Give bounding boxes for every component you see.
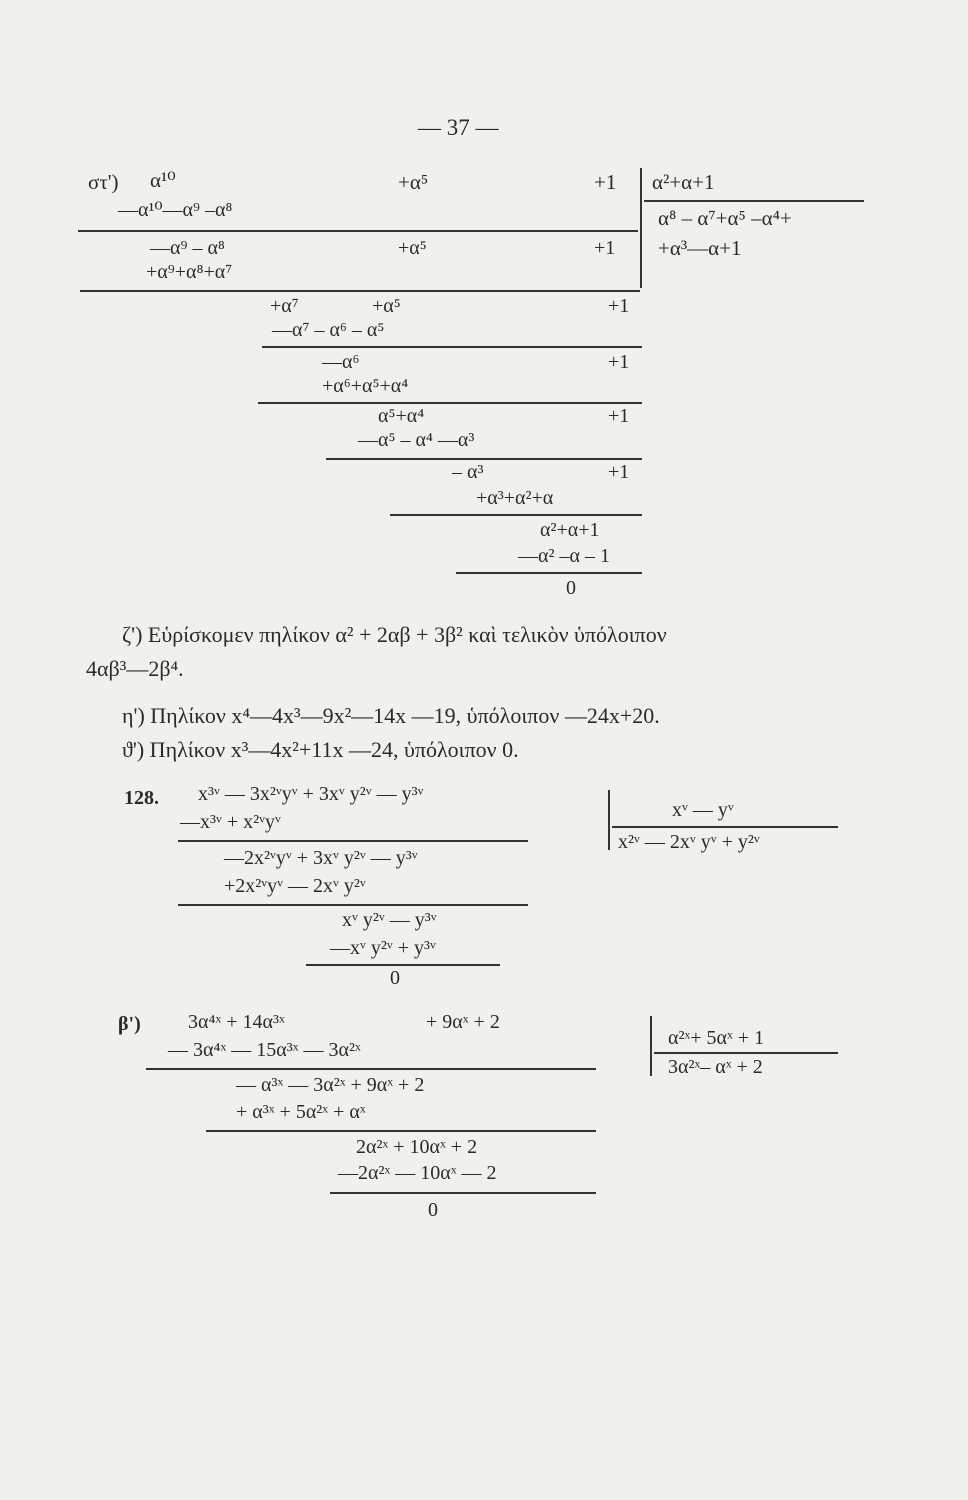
st-divisor: α²+α+1 [652,170,715,194]
st-quotient: α⁸ – α⁷+α⁵ –α⁴+ [658,206,792,230]
st-row: —α⁶ [322,351,360,373]
st-remainder: 0 [566,577,576,599]
st-row: α⁵+α⁴ [378,405,425,427]
st-row: —α⁵ – α⁴ —α³ [358,429,475,451]
theta-line: ϑ') Πηλίκον x³—4x²+11x —24, ὑπόλοιπον 0. [122,737,519,762]
rule [456,572,642,574]
rule [206,1130,596,1132]
st-row: +1 [608,295,630,317]
beta-quotient: 3α²ˣ– αˣ + 2 [668,1056,763,1078]
beta-row: + 9αˣ + 2 [426,1011,500,1033]
st-dividend-term: +1 [594,170,617,194]
p128-divisor: xᵛ — yᵛ [672,799,734,821]
st-row: —α⁹ – α⁸ [150,237,225,259]
p128-row: xᵛ y²ᵛ — y³ᵛ [342,909,437,931]
rule [178,904,528,906]
rule [80,290,640,292]
eta-line: η') Πηλίκον x⁴—4x³—9x²—14x —19, ὑπόλοιπον —24x+20. [122,703,660,728]
page-number: — 37 — [418,115,499,140]
beta-row: 3α⁴ˣ + 14α³ˣ [188,1011,285,1033]
division-bar [650,1016,652,1076]
st-row: +1 [608,405,630,427]
st-row: +1 [608,461,630,483]
st-row: —α² –α – 1 [518,545,610,567]
st-dividend-term: +α⁵ [398,170,429,194]
beta-row: — α³ˣ — 3α²ˣ + 9αˣ + 2 [236,1074,425,1096]
rule [78,230,638,232]
beta-row: — 3α⁴ˣ — 15α³ˣ — 3α²ˣ [168,1039,361,1061]
p128-row: —2x²ᵛyᵛ + 3xᵛ y²ᵛ — y³ᵛ [224,847,418,869]
divisor-rule [612,826,838,828]
beta-row: + α³ˣ + 5α²ˣ + αˣ [236,1101,366,1123]
rule [262,346,642,348]
rule [258,402,642,404]
beta-divisor: α²ˣ+ 5αˣ + 1 [668,1027,765,1049]
rule [178,840,528,842]
zeta-line: ζ') Εὑρίσκομεν πηλίκον α² + 2αβ + 3β² καὶ τελικὸν ὑπόλοιπον [122,622,667,647]
st-row: α²+α+1 [540,519,600,541]
rule [390,514,642,516]
st-row: – α³ [452,461,484,483]
rule [146,1068,596,1070]
beta-remainder: 0 [428,1199,438,1221]
st-row: +α⁵ [372,295,401,317]
p128-row: x³ᵛ — 3x²ᵛyᵛ + 3xᵛ y²ᵛ — y³ᵛ [198,783,424,805]
rule [330,1192,596,1194]
divisor-rule [644,200,864,202]
rule [326,458,642,460]
p128-row: —xᵛ y²ᵛ + y³ᵛ [330,937,436,959]
st-row: +α⁷ [270,295,299,317]
st-row: —α⁷ – α⁶ – α⁵ [272,319,385,341]
st-row: +1 [608,351,630,373]
problem-number: 128. [124,787,159,809]
beta-row: 2α²ˣ + 10αˣ + 2 [356,1136,478,1158]
p128-row: —x³ᵛ + x²ᵛyᵛ [180,811,281,833]
division-bar [640,168,642,288]
division-bar [608,790,610,850]
st-row: +α⁹+α⁸+α⁷ [146,261,233,283]
divisor-rule [654,1052,838,1054]
p128-remainder: 0 [390,967,400,989]
p128-row: +2x²ᵛyᵛ — 2xᵛ y²ᵛ [224,875,366,897]
zeta-line: 4αβ³—2β⁴. [86,656,184,681]
st-row: +α⁵ [398,237,427,259]
st-quotient: +α³—α+1 [658,236,742,260]
rule [306,964,500,966]
st-dividend-term: α¹⁰ [150,168,176,192]
st-row: —α¹⁰—α⁹ –α⁸ [118,199,233,221]
st-row: +α⁶+α⁵+α⁴ [322,375,409,397]
st-label: στ') [88,170,119,194]
st-row: +α³+α²+α [476,487,554,509]
st-row: +1 [594,237,616,259]
beta-label: β') [118,1013,141,1035]
beta-row: —2α²ˣ — 10αˣ — 2 [338,1162,497,1184]
p128-quotient: x²ᵛ — 2xᵛ yᵛ + y²ᵛ [618,831,760,853]
